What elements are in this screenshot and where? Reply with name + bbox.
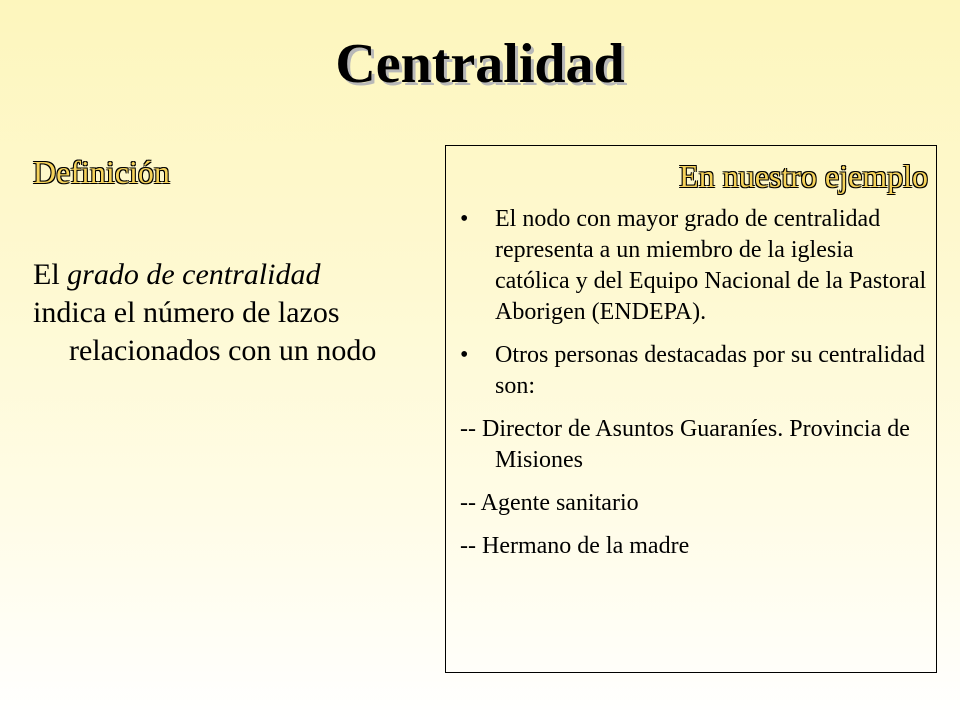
dash-item-agente: -- Agente sanitario bbox=[460, 490, 639, 516]
dash-item-hermano: -- Hermano de la madre bbox=[460, 533, 690, 559]
example-heading: En nuestro ejemplo bbox=[679, 158, 928, 194]
dash-item-director: -- Director de Asuntos Guaraníes. Provincia de Misiones bbox=[460, 416, 910, 473]
definition-line-2: indica el número de lazos relacionados con un nodo bbox=[33, 296, 377, 367]
definition-line-1 bbox=[33, 256, 433, 294]
bullet-icon: • bbox=[460, 342, 469, 368]
definition-column bbox=[33, 150, 433, 370]
bullet-text: Otros personas destacadas por su centralidad son: bbox=[495, 342, 925, 399]
slide-title: Centralidad bbox=[335, 33, 625, 95]
bullet-icon: • bbox=[460, 206, 469, 232]
definition-term: grado de centralidad bbox=[67, 258, 321, 291]
definition-heading: Definición bbox=[33, 154, 170, 190]
example-box bbox=[445, 145, 937, 673]
bullet-text: El nodo con mayor grado de centralidad representa a un miembro de la iglesia católica y del Equipo Nacional de la Pastoral Aborigen (ENDEPA). bbox=[495, 206, 927, 325]
definition-line-1-prefix: El bbox=[33, 258, 68, 291]
bullet-item bbox=[460, 204, 928, 328]
bullet-item bbox=[460, 340, 928, 402]
